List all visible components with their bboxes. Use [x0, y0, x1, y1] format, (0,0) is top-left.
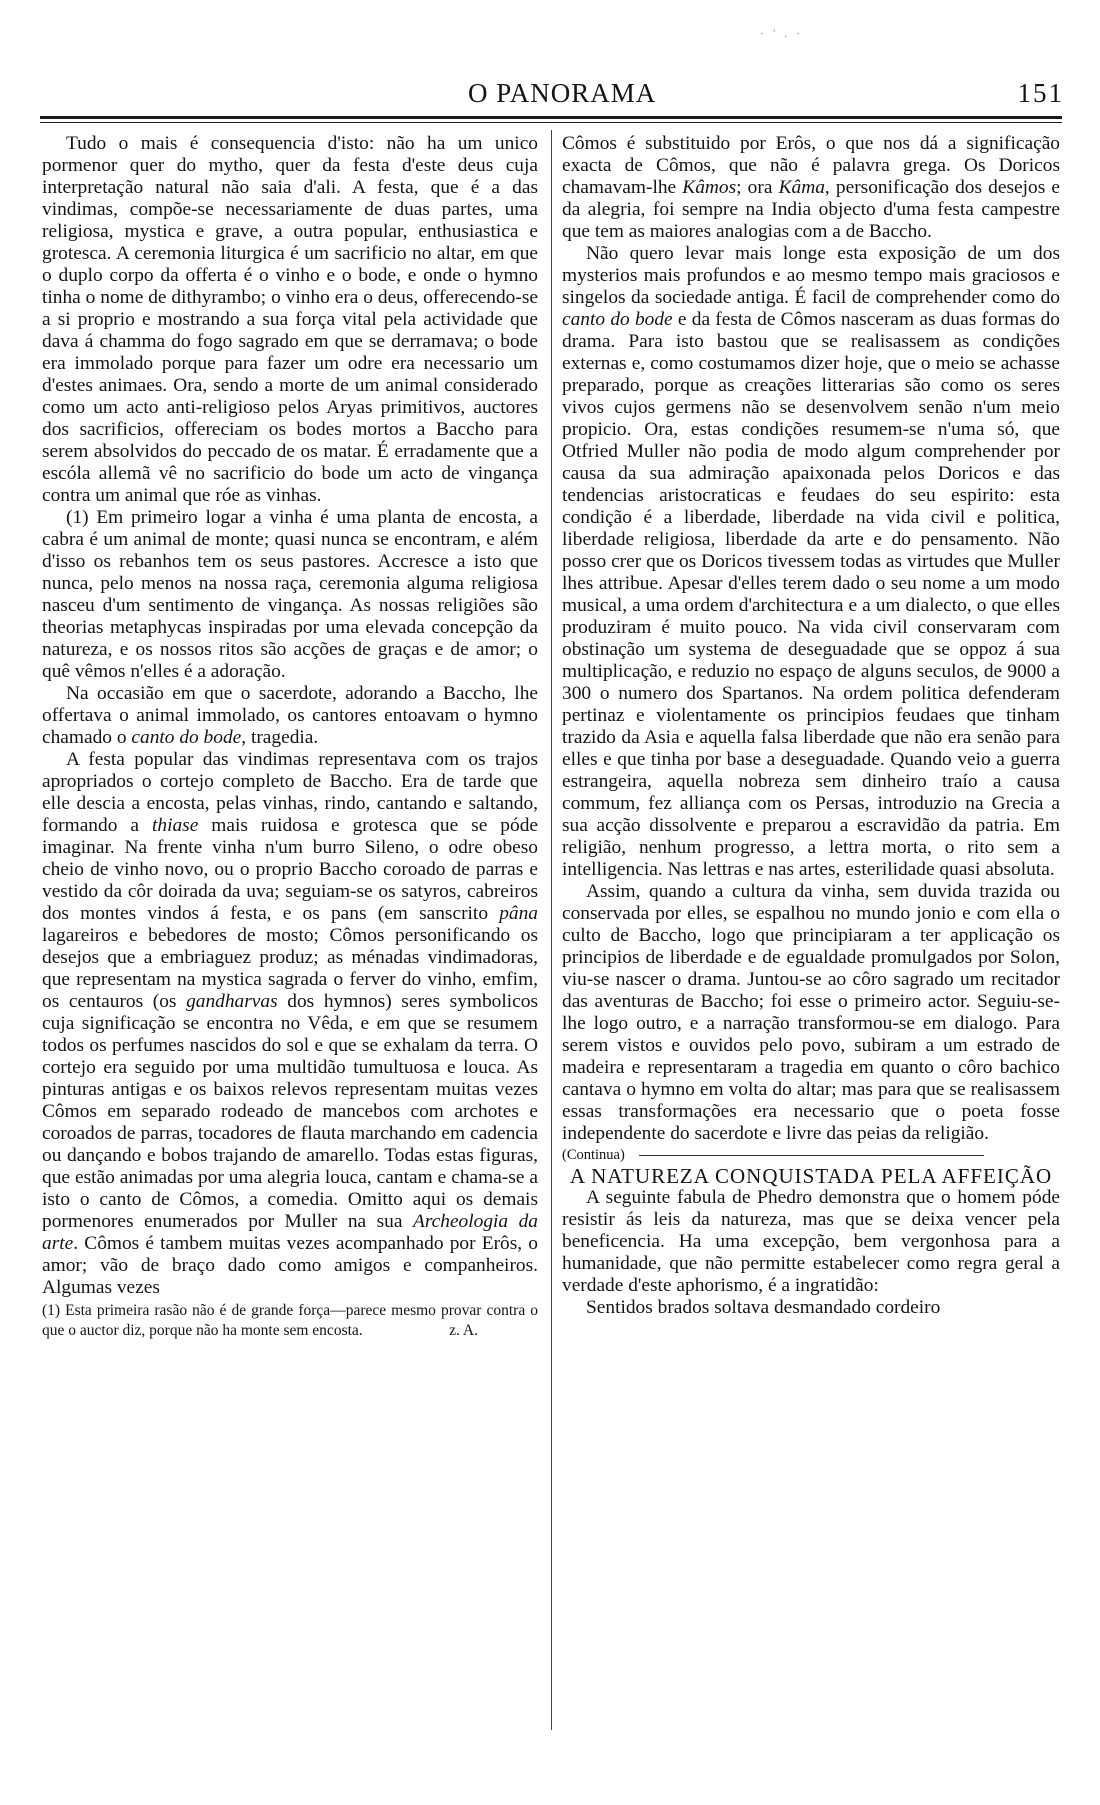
- text-run: . Cômos é tambem muitas vezes acompanhado por Erôs, o amor; vão de braço dado como amigos e companheiros. Algumas vezes: [42, 1233, 538, 1298]
- right-paragraph-1: [562, 133, 1060, 243]
- text-run: lagareiros e bebedores de mosto; Cômos personificando os desejos que a embriaguez produz; as ménadas vindimadoras, que representam na mystica sagrada o ferver do vinho, emfim, os centauros (os: [42, 925, 538, 1012]
- italic-run: pâna: [499, 903, 538, 924]
- footnote-text: (1) Esta primeira rasão não é de grande força—parece mesmo provar contra o que o auctor diz, porque não ha monte sem encosta.: [42, 1302, 538, 1339]
- left-paragraph-2: (1) Em primeiro logar a vinha é uma planta de encosta, a cabra é um animal de monte; quasi nunca se encontram, e além d'isso os rebanhos tem os seus pastores. Accresce a isto que nunca, pelo menos na nossa raça, ceremonia alguma religiosa nasceu d'um sentimento de vingança. As nossas religiões são theorias metaphycas inspiradas por uma elevada concepção da natureza, e os nossos ritos são acções de graças e de amor; o quê vêmos n'elles é a adoração.: [42, 507, 538, 682]
- text-run: Na occasião em que o sacerdote, adorando a Baccho, lhe offertava o animal immolado, os cantores entoavam o hymno chamado o: [42, 683, 538, 748]
- italic-run: canto do bode: [562, 309, 673, 330]
- italic-run: Kâma: [778, 177, 825, 198]
- left-paragraph-4: [42, 749, 538, 1299]
- publication-title: O PANORAMA: [468, 78, 657, 108]
- header-rule-thick: [40, 116, 1062, 119]
- text-run: A festa popular das vindimas representava com os trajos apropriados o cortejo completo de Baccho. Era de tarde que elle descia a encosta, pelas vinhas, rindo, cantando e saltando, formando a: [42, 749, 538, 836]
- page-number: 151: [1017, 78, 1064, 108]
- italic-run: thiase: [151, 815, 199, 836]
- header-rule-thin: [40, 122, 1062, 123]
- left-paragraph-1: Tudo o mais é consequencia d'isto: não ha um unico pormenor quer do mytho, quer da festa d'este deus cuja interpretação natural não saia d'ali. A festa, que é a das vindimas, compõe-se necessariamente de duas partes, uma religiosa, mystica e grave, a outra popular, enthusiastica e grotesca. A ceremonia liturgica é um sacrificio no altar, em que o duplo corpo da offerta é o vinho e o bode, e onde o hymno tinha o nome de dithyrambo; o vinho era o deus, offerecendo-se a si proprio e mostrando a sua força vital pela actividade que dava á chamma do fogo sagrado em que se derramava; o bode era immolado porque para fazer um odre era necessario um d'estes animaes. Ora, sendo a morte de um animal considerado como um acto anti-religioso pelos Aryas primitivos, auctores dos sacrificios, offereciam os bodes mortos a Baccho para serem absolvidos do peccado de os matar. É erradamente que a escóla allemã vê no sacrificio do bode um acto de vingança contra um animal que róe as vinhas.: [42, 133, 538, 506]
- continua-rule: [639, 1155, 984, 1156]
- section-title: A NATUREZA CONQUISTADA PELA AFFEIÇÃO: [569, 1164, 1053, 1188]
- text-run: e da festa de Cômos nasceram as duas formas do drama. Para isto bastou que se realisassem as condições externas e, como costumamos dizer hoje, que o meio se achasse preparado, porque as creações litterarias são como os seres vivos cujos germens não se desenvolvem senão n'um meio propicio. Ora, estas condições resumem-se n'uma só, que Otfried Muller não podia de modo algum comprehender por causa da sua admiração apaixonada pelos Doricos e das tendencias aristocraticas e feudaes do seu espirito: esta condição é a liberdade, liberdade na vida civil e politica, liberdade religiosa, liberdade da arte e do pensamento. Não posso crer que os Doricos tivessem todas as virtudes que Muller lhes attribue. Apesar d'elles terem dado o seu nome a um modo musical, a uma ordem d'architectura e a um dialecto, o que elles produziram é muito pouco. Na vida civil conservaram com obstinação um systema de deseguadade que se oppoz á sua multiplicação, e reduzio no espaço de alguns seculos, de 9000 a 300 o numero dos Spartanos. Na ordem politica defenderam pertinaz e violentamente os principios feudaes que tinham trazido da Asia e aquella falsa liberdade que não era senão para elles e que tinha por base a deseguadade. Quando veio a guerra estrangeira, aquella nobreza sem dinheiro traío a causa commum, fez alliança com os Persas, introduzio na Grecia a sua acção dissolvente e preparou a escravidão da patria. Em religião, nenhum progresso, a lettra morta, o rito sem a intelligencia. Nas lettras e nas artes, esterilidade quasi absoluta.: [562, 309, 1060, 880]
- italic-run: canto do bode: [131, 727, 242, 748]
- right-paragraph-3: Assim, quando a cultura da vinha, sem duvida trazida ou conservada por elles, se espalhou no mundo jonio e com ella o culto de Baccho, logo que principiaram a ter applicação os principios de liberdade e de egualdade promulgados por Solon, viu-se nascer o drama. Juntou-se ao côro sagrado um recitador das aventuras de Baccho; foi esse o primeiro actor. Seguiu-se-lhe logo outro, e a narração transformou-se em dialogo. Para serem vistos e ouvidos pelo povo, subiram a um estrado de madeira e representaram a tragedia em quanto o côro bachico cantava o hymno em volta do altar; mas para que se realisassem essas transformações era necessario que o poeta fosse independente do sacerdote e livre das peias da religião.: [562, 881, 1060, 1144]
- page-header: [38, 78, 1064, 112]
- right-paragraph-5: Sentidos brados soltava desmandado cordeiro: [586, 1297, 941, 1318]
- text-run: ; ora: [736, 177, 779, 198]
- left-column: [42, 133, 538, 1341]
- continua-label: (Continua): [562, 1147, 625, 1163]
- right-paragraph-4: A seguinte fabula de Phedro demonstra que o homem póde resistir ás leis da natureza, mas que se deixa vencer pela beneficencia. Ha uma excepção, bem vergonhosa para a humanidade, que não permitte estabelecer como regra geral a verdade d'este aphorismo, é a ingratidão:: [562, 1187, 1060, 1296]
- italic-run: gandharvas: [186, 991, 278, 1012]
- italic-run: Kâmos: [682, 177, 737, 198]
- text-run: Não quero levar mais longe esta exposição de um dos mysterios mais profundos e ao mesmo tempo mais graciosos e singelos da sociedade antiga. É facil de comprehender como do: [562, 243, 1060, 308]
- right-column: [562, 133, 1060, 1319]
- left-paragraph-3: [42, 683, 538, 749]
- text-run: , tragedia.: [241, 727, 319, 748]
- column-divider: [551, 130, 552, 1730]
- right-paragraph-2: [562, 243, 1060, 881]
- text-run: , personificação dos desejos e da alegria, foi sempre na India objecto d'uma festa campestre que tem as maiores analogias com a de Baccho.: [562, 177, 1061, 242]
- footnote-signature: z. A.: [449, 1322, 478, 1339]
- print-speck: · ' . ·: [760, 26, 804, 40]
- text-run: Cômos é substituido por Erôs, o que nos dá a significação exacta de Cômos, que não é palavra grega. Os Doricos chamavam-lhe: [562, 133, 1060, 198]
- italic-run: Archeologia da arte: [42, 1211, 538, 1254]
- text-run: mais ruidosa e grotesca que se póde imaginar. Na frente vinha n'um burro Sileno, o odre obeso cheio de vinho novo, ou o proprio Baccho coroado de parras e vestido da côr doirada da uva; seguiam-se os satyros, cabreiros dos montes vindos á festa, e os pans (em sanscrito: [42, 815, 538, 924]
- footnote: [42, 1301, 538, 1341]
- text-run: dos hymnos) seres symbolicos cuja significação se encontra no Vêda, e em que se resumem todos os perfumes nascidos do sol e que se exhalam da terra. O cortejo era seguido por uma multidão tumultuosa e louca. As pinturas antigas e os baixos relevos representam muitas vezes Cômos em separado rodeado de mancebos com archotes e coroados de parras, tocadores de flauta marchando em cadencia ou dançando e bobos trajando de amarello. Todas estas figuras, que estão animadas por uma alegria louca, cantam e chama-se a isto o canto de Cômos, a comedia. Omitto aqui os demais pormenores enumerados por Muller na sua: [42, 991, 539, 1232]
- continua-line: [562, 1145, 1060, 1165]
